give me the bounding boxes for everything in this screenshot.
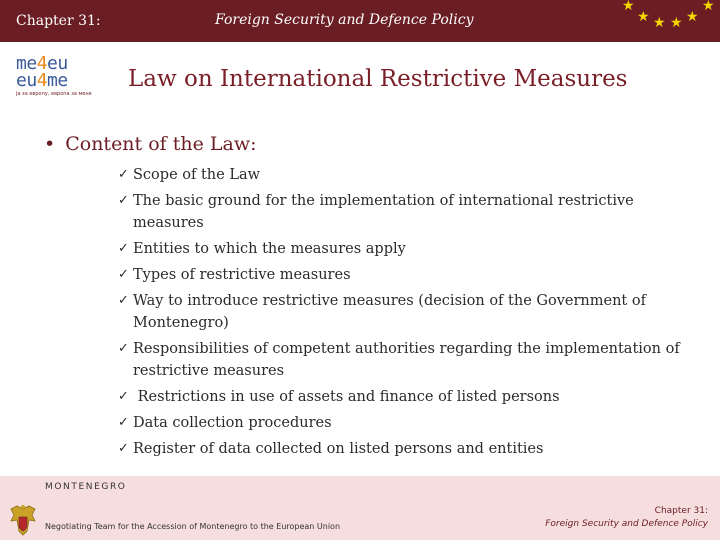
star-icon: ★	[686, 9, 699, 25]
list-item: ✓ Types of restrictive measures	[118, 264, 688, 286]
me4eu-logo	[16, 55, 108, 99]
header-bar	[0, 0, 720, 42]
checkmark-icon: ✓	[118, 193, 129, 208]
list-item: ✓ The basic ground for the implementation of international restrictive measures	[118, 190, 688, 234]
checkmark-icon: ✓	[118, 267, 129, 282]
footer-team: Negotiating Team for the Accession of Montenegro to the European Union	[45, 522, 341, 531]
star-icon: ★	[622, 0, 635, 14]
logo-line-2: eu4me	[16, 70, 68, 91]
slide-title: Law on International Restrictive Measures	[128, 66, 628, 92]
bullet-icon: •	[44, 133, 56, 155]
star-icon: ★	[653, 15, 666, 31]
logo-line-1: me4eu	[16, 53, 68, 74]
checkmark-icon: ✓	[118, 167, 129, 182]
checkmark-icon: ✓	[118, 241, 129, 256]
footer-country: MONTENEGRO	[45, 482, 127, 492]
logo-tagline: ја за европу, европа за мене	[16, 91, 92, 97]
coat-of-arms-icon	[5, 503, 41, 537]
checkmark-icon: ✓	[118, 341, 129, 356]
checkmark-icon: ✓	[118, 293, 129, 308]
list-item: ✓ Scope of the Law	[118, 164, 688, 186]
checkmark-icon: ✓	[118, 415, 129, 430]
header-title: Foreign Security and Defence Policy	[215, 12, 474, 28]
content-list	[118, 164, 688, 464]
footer-bar	[0, 476, 720, 540]
footer-chapter-title: Foreign Security and Defence Policy	[545, 519, 708, 529]
eu-stars	[610, 0, 720, 36]
checkmark-icon: ✓	[118, 389, 129, 404]
footer-chapter-label: Chapter 31:	[654, 506, 708, 516]
footer-chapter	[545, 505, 708, 531]
star-icon: ★	[702, 0, 715, 14]
list-item: ✓ Data collection procedures	[118, 412, 688, 434]
section-heading-text: Content of the Law:	[65, 133, 257, 155]
checkmark-icon: ✓	[118, 441, 129, 456]
chapter-label: Chapter 31:	[16, 13, 101, 29]
section-heading	[44, 133, 257, 155]
star-icon: ★	[637, 9, 650, 25]
list-item: ✓ Entities to which the measures apply	[118, 238, 688, 260]
list-item: ✓ Register of data collected on listed persons and entities	[118, 438, 688, 460]
list-item: ✓ Restrictions in use of assets and finance of listed persons	[118, 386, 688, 408]
star-icon: ★	[670, 15, 683, 31]
list-item: ✓ Way to introduce restrictive measures (decision of the Government of Montenegro)	[118, 290, 688, 334]
list-item: ✓ Responsibilities of competent authorities regarding the implementation of restrictive measures	[118, 338, 688, 382]
